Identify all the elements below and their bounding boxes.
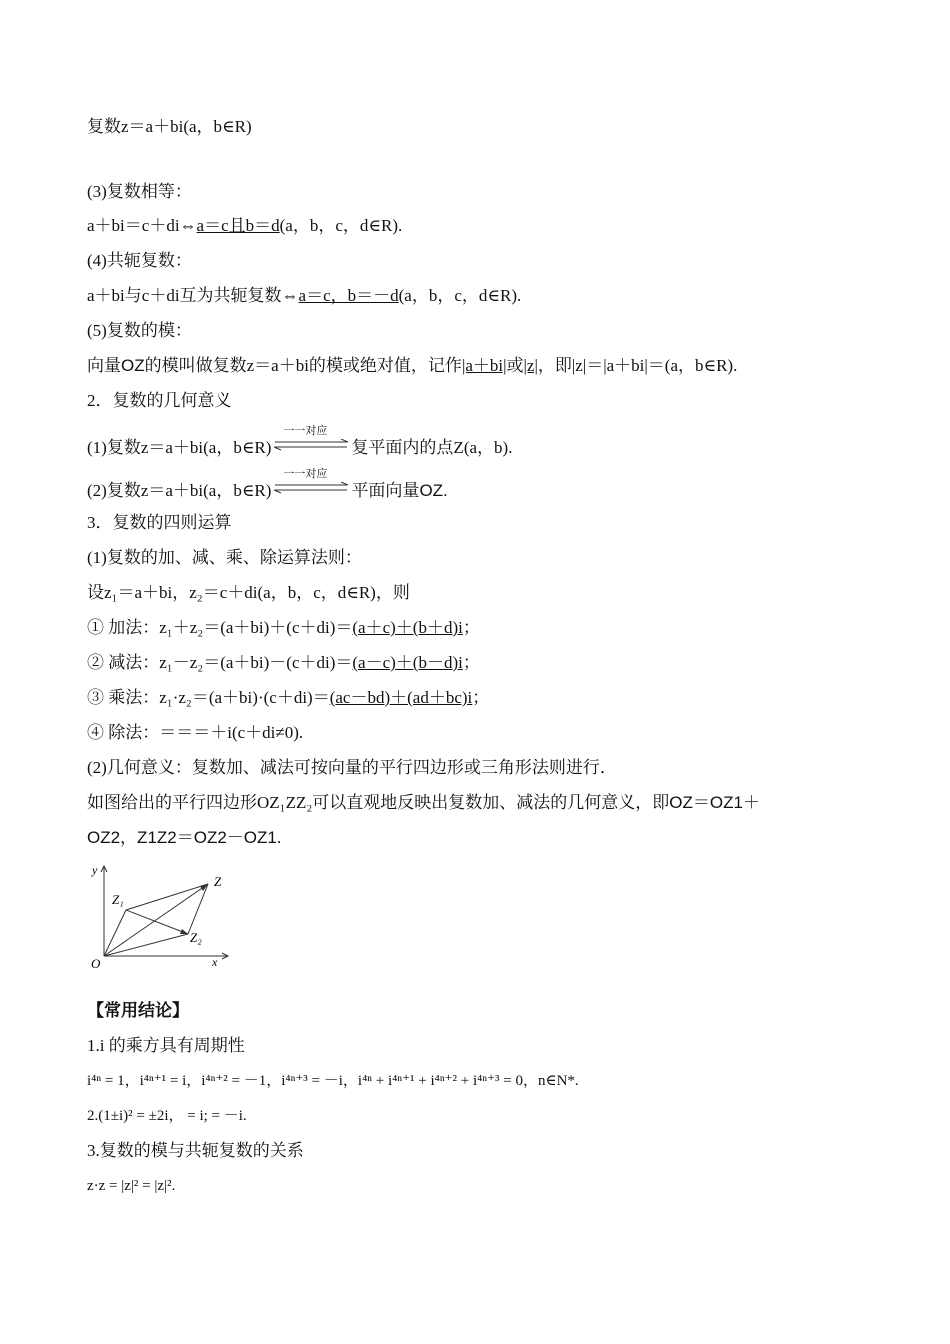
section-heading <box>87 511 890 535</box>
vector-oz2-line <box>104 934 188 956</box>
label-z: Z <box>214 874 222 889</box>
underlined-answer: a＝c，b＝－d <box>298 286 399 305</box>
text-span: 3.复数的模与共轭复数的关系 <box>87 1141 304 1160</box>
text-span: ③ 乘法：z₁·z₂＝(a＋bi)·(c＋di)＝ <box>87 688 330 707</box>
correspondence-arrow <box>271 425 351 455</box>
text-line <box>87 214 890 238</box>
text-span: (1)复数z＝a＋bi(a，b∈R) <box>87 438 272 457</box>
label-origin: O <box>91 956 101 971</box>
text-line <box>87 791 890 815</box>
text-span: 或 <box>506 356 524 375</box>
text-span: 向量 <box>87 356 121 375</box>
text-line <box>87 319 890 343</box>
underlined-answer: (a－c)＋(b－d)i <box>352 653 463 672</box>
text-line <box>87 581 890 605</box>
text-span: 如图给出的平行四边形OZ₁ZZ₂可以直观地反映出复数加、减法的几何意义，即 <box>87 793 670 812</box>
text-line <box>87 425 890 460</box>
text-span: (1)复数的加、减、乘、除运算法则： <box>87 548 362 567</box>
parallelogram-diagram <box>88 860 238 972</box>
text-line <box>87 651 890 675</box>
text-span: . <box>276 828 282 847</box>
underlined-answer: |a＋bi| <box>461 356 507 375</box>
text-span: (4)共轭复数： <box>87 251 192 270</box>
text-span: 1.i 的乘方具有周期性 <box>87 1036 245 1055</box>
double-arrow-icon <box>271 482 351 494</box>
text-span: ① 加法：z₁＋z₂＝(a＋bi)＋(c＋di)＝ <box>87 618 353 637</box>
underlined-answer: (a＋c)＋(b＋d)i <box>352 618 463 637</box>
text-line <box>87 1139 890 1163</box>
text-span: (5)复数的模： <box>87 321 192 340</box>
text-span: ② 减法：z₁－z₂＝(a＋bi)－(c＋di)＝ <box>87 653 353 672</box>
text-span: 平面向量 <box>351 481 420 500</box>
text-span: 复数z＝a＋bi(a，b∈R) <box>87 117 252 136</box>
underlined-answer: a＝c且b＝d <box>196 216 280 235</box>
text-span: 2.(1±i)² = ±2i， = i; = －i. <box>87 1108 247 1124</box>
text-line <box>87 354 890 378</box>
text-span: ④ 除法：＝＝＝＋i(c＋di≠0). <box>87 723 304 742</box>
text-span: (a，b，c，d∈R). <box>398 286 522 305</box>
text-line <box>87 546 890 570</box>
text-span: ； <box>462 618 480 637</box>
diagonal-z1z2 <box>126 910 188 934</box>
vector-formula: OZ＝OZ1＋ <box>669 793 760 812</box>
text-line <box>87 468 890 503</box>
vector-oz1-line <box>104 910 126 956</box>
text-span: z·z = |z|² = |z|². <box>87 1178 176 1194</box>
text-line <box>87 721 890 745</box>
text-line <box>87 1104 890 1128</box>
double-arrow-icon <box>271 439 351 451</box>
text-span: 复平面内的点Z(a，b). <box>351 438 513 457</box>
label-x: x <box>212 955 218 969</box>
text-line <box>87 249 890 273</box>
text-line <box>87 686 890 710</box>
label-y: y <box>92 863 98 877</box>
text-span: ； <box>472 688 490 707</box>
arrow-label: 一一对应 <box>283 468 328 480</box>
correspondence-arrow <box>271 468 351 498</box>
text-span: 的模叫做复数z＝a＋bi的模或绝对值，记作 <box>144 356 462 375</box>
section-heading <box>87 999 890 1023</box>
text-span: (2)复数z＝a＋bi(a，b∈R) <box>87 481 272 500</box>
vector-oz: OZ. <box>419 481 448 500</box>
arrow-label: 一一对应 <box>283 425 328 437</box>
section-heading <box>87 389 890 413</box>
text-span: (a，b，c，d∈R). <box>279 216 403 235</box>
text-line <box>87 616 890 640</box>
text-line <box>87 284 890 308</box>
underlined-answer: (ac－bd)＋(ad＋bc)i <box>329 688 473 707</box>
text-line <box>87 826 890 850</box>
text-line <box>87 1034 890 1058</box>
text-span: 设z₁＝a＋bi，z₂＝c＋di(a，b，c，d∈R)，则 <box>87 583 410 602</box>
text-span: a＋bi与c＋di互为共轭复数⇔ <box>87 286 299 305</box>
text-span: (2)几何意义：复数加、减法可按向量的平行四边形或三角形法则进行． <box>87 758 617 777</box>
text-span: (3)复数相等： <box>87 182 192 201</box>
parallelogram-figure <box>88 860 238 972</box>
side-z1z <box>126 884 208 910</box>
text-span: ； <box>462 653 480 672</box>
label-z1: Z₁ <box>112 892 124 907</box>
label-z2: Z₂ <box>190 930 202 945</box>
text-line <box>87 180 890 204</box>
text-line <box>87 756 890 780</box>
text-line <box>87 1069 890 1093</box>
text-span: 3．复数的四则运算 <box>87 513 232 532</box>
text-span: 2．复数的几何意义 <box>87 391 232 410</box>
text-line <box>87 1174 890 1198</box>
underlined-answer: |z| <box>523 356 538 375</box>
text-span: a＋bi＝c＋di⇔ <box>87 216 197 235</box>
vector-oz: OZ <box>121 356 145 375</box>
text-line <box>87 115 890 139</box>
vector-formula: OZ2，Z1Z2＝OZ2－OZ1 <box>87 828 277 847</box>
text-span: i⁴ⁿ = 1，i⁴ⁿ⁺¹ = i，i⁴ⁿ⁺² = －1，i⁴ⁿ⁺³ = －i，i⁴ⁿ + i⁴ⁿ⁺¹ + i⁴ⁿ⁺² + i⁴ⁿ⁺³ = 0，n∈N*. <box>87 1073 579 1089</box>
text-span: ，即|z|＝|a＋bi|＝(a，b∈R). <box>537 356 738 375</box>
text-span: 【常用结论】 <box>87 1001 189 1020</box>
arrowhead-z2-icon <box>180 929 188 934</box>
